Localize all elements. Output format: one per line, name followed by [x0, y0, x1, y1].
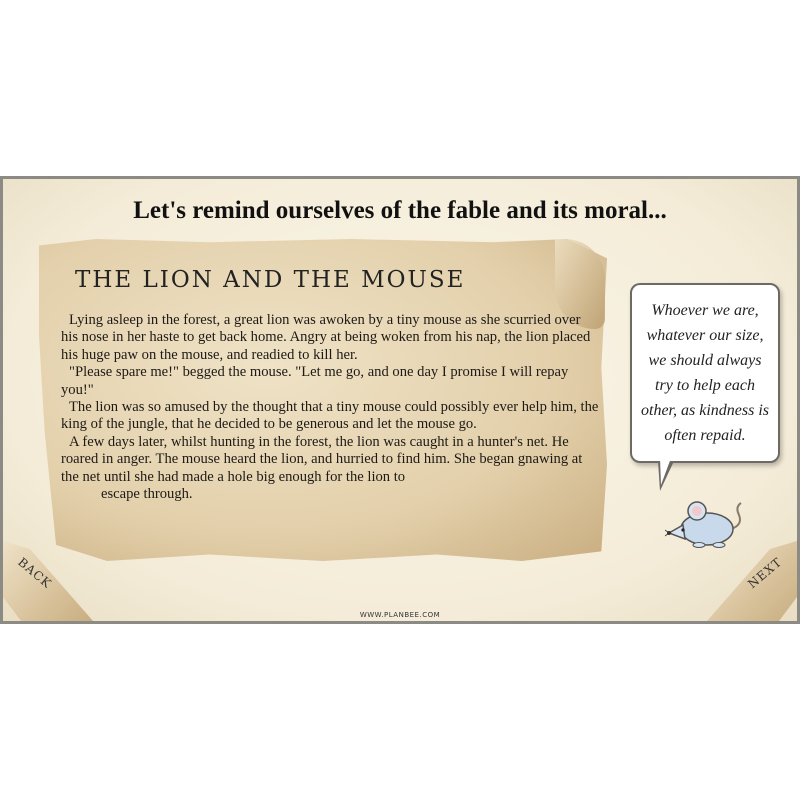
story-paragraph: "Please spare me!" begged the mouse. "Let me go, and one day I promise I will repay you!" [61, 364, 569, 398]
speech-bubble-tail [658, 461, 674, 491]
story-paragraph: The lion was so amused by the thought that a tiny mouse could possibly ever help him, the king of the jungle, that he decided to be generous and let the mouse go. [61, 399, 599, 433]
back-label: BACK [15, 554, 55, 592]
moral-speech-bubble [630, 283, 780, 463]
footer-url: WWW.PLANBEE.COM [359, 611, 441, 619]
back-button[interactable] [3, 541, 93, 621]
next-label: NEXT [745, 554, 785, 592]
next-button[interactable] [707, 541, 797, 621]
story-text [61, 312, 601, 503]
story-paragraph-container [61, 434, 601, 504]
story-last-line: escape through. [101, 486, 193, 503]
story-heading: THE LION AND THE MOUSE [75, 267, 466, 293]
moral-text: Whoever we are, whatever our size, we should always try to help each other, as kindness is often repaid. [641, 302, 769, 444]
slide [0, 176, 800, 624]
slide-title: Let's remind ourselves of the fable and its moral... [133, 197, 667, 224]
story-paragraph: A few days later, whilst hunting in the forest, the lion was caught in a hunter's net. He roared in anger. The mouse heard the lion, and hurried to find him. She began gnawing at the net until she had made a hole big enough for the lion to [61, 433, 583, 485]
story-paragraph: Lying asleep in the forest, a great lion was awoken by a tiny mouse as she scurried over his nose in her haste to get back home. Angry at being woken from his nap, the lion placed his huge paw on the mouse, and readied to kill her. [61, 312, 591, 363]
